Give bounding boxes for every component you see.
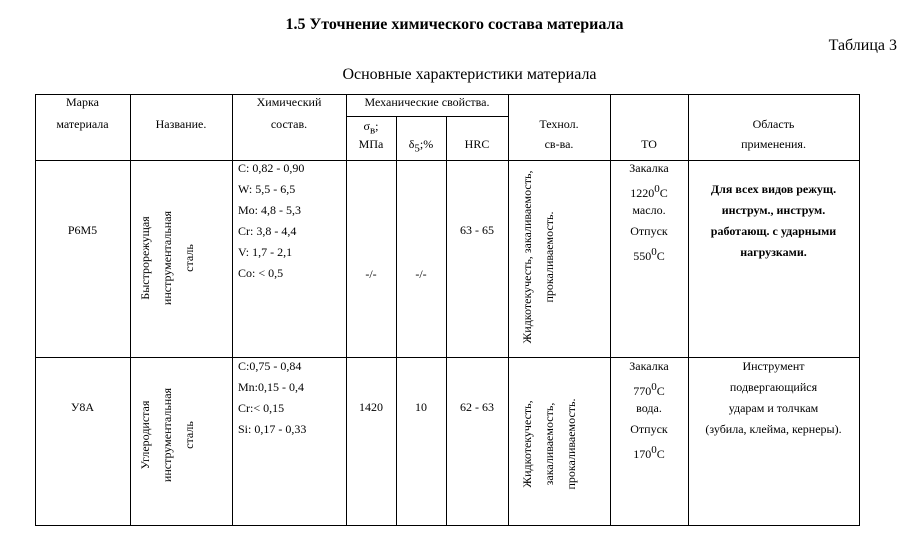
- header-hrc: HRC: [464, 137, 490, 151]
- row2-name: сталь: [182, 421, 196, 449]
- row1-to-unit: С: [659, 186, 668, 200]
- row1-chem-line: Co: < 0,5: [238, 266, 284, 280]
- row2-chem-line: Cr:< 0,15: [238, 401, 285, 415]
- sigma-subscript: в: [369, 124, 376, 137]
- row1-chem-line: V: 1,7 - 2,1: [238, 245, 293, 259]
- section-heading: 1.5 Уточнение химического состава материала: [285, 16, 624, 33]
- header-tech: св-ва.: [544, 137, 574, 151]
- row1-sigma: -/-: [365, 267, 377, 281]
- row2-to-line: вода.: [636, 401, 662, 415]
- row2-chem-line: Mn:0,15 - 0,4: [238, 380, 304, 394]
- row2-name: инструментальная: [160, 387, 174, 483]
- row1-to-line: Закалка: [629, 161, 669, 175]
- row1-chem-line: Mo: 4,8 - 5,3: [238, 203, 301, 217]
- row2-to-line: [610, 440, 688, 465]
- header-grade: Марка: [66, 95, 99, 109]
- col-divider: [508, 94, 509, 526]
- row1-to-degree: 0: [651, 246, 657, 258]
- row2-name: Углеродистая: [138, 400, 152, 470]
- row1-to-line: [610, 242, 688, 267]
- row2-to-degree: 0: [651, 444, 657, 456]
- col-divider: [446, 116, 447, 526]
- row2-delta: 10: [415, 400, 427, 414]
- header-chem: Химический: [256, 95, 322, 109]
- header-name: Название.: [155, 117, 207, 131]
- col-divider: [130, 94, 131, 526]
- row1-to-value: 1220: [630, 186, 655, 200]
- row1-chem-line: С: 0,82 - 0,90: [238, 161, 305, 175]
- row1-to-value: 550: [633, 249, 652, 263]
- row1-to-line: Отпуск: [630, 224, 668, 238]
- row2-to-value: 770: [633, 384, 652, 398]
- col-divider: [396, 116, 397, 526]
- row2-app-line: ударам и толчкам: [728, 401, 819, 415]
- row2-chem-line: Si: 0,17 - 0,33: [238, 422, 307, 436]
- row1-tech: прокаливаемость.: [542, 211, 556, 303]
- row2-chem-line: С:0,75 - 0,84: [238, 359, 302, 373]
- table-caption: Основные характеристики материала: [342, 66, 597, 83]
- col-divider: [688, 94, 689, 526]
- row1-hrc: 63 - 65: [460, 223, 494, 237]
- row2-grade: У8А: [70, 400, 95, 414]
- col-divider: [232, 94, 233, 526]
- row1-name: инструментальная: [160, 210, 174, 306]
- row2-sigma: 1420: [359, 400, 383, 414]
- row2-tech: Жидкотекучесть,: [520, 400, 534, 488]
- row1-to-line: масло.: [632, 203, 666, 217]
- row2-to-value: 170: [633, 447, 652, 461]
- header-application: Область: [752, 117, 795, 131]
- table-border-bottom: [35, 525, 860, 526]
- sigma-symbol: σ: [363, 119, 370, 133]
- row1-app-line: инструм., инструм.: [721, 203, 826, 217]
- row2-to-line: Закалка: [629, 359, 669, 373]
- table-border-right: [859, 94, 860, 526]
- row1-chem-line: Cr: 3,8 - 4,4: [238, 224, 297, 238]
- row2-app-line: подвергающийся: [729, 380, 818, 394]
- row1-name: сталь: [182, 244, 196, 272]
- delta-rest: ;%: [419, 137, 434, 151]
- header-mech: Механические свойства.: [364, 95, 490, 109]
- row2-tech: закаливаемость,: [542, 402, 556, 486]
- row1-to-unit: С: [656, 249, 665, 263]
- header-grade: материала: [56, 117, 109, 131]
- header-application: применения.: [741, 137, 806, 151]
- header-to: ТО: [641, 137, 657, 151]
- delta-subscript: 5: [414, 142, 420, 155]
- table-number-label: Таблица 3: [828, 37, 897, 54]
- row2-app-line: Инструмент: [742, 359, 805, 373]
- header-delta: [396, 134, 446, 159]
- row2-to-unit: С: [656, 447, 665, 461]
- row1-app-line: работающ. с ударными: [710, 224, 837, 238]
- row1-tech: Жидкотекучесть, закаливаемость,: [520, 170, 534, 344]
- header-divider: [35, 160, 860, 161]
- sigma-rest: ;: [375, 119, 379, 133]
- col-divider: [346, 94, 347, 526]
- row1-app-line: нагрузками.: [740, 245, 807, 259]
- row1-to-degree: 0: [654, 183, 660, 195]
- header-tech: Технол.: [539, 117, 579, 131]
- row2-to-line: Отпуск: [630, 422, 668, 436]
- row1-grade: Р6М5: [67, 223, 98, 237]
- header-sigma-unit: МПа: [358, 137, 384, 151]
- row2-hrc: 62 - 63: [460, 400, 494, 414]
- row2-app-line: (зубила, клейма, кернеры).: [705, 422, 842, 436]
- row1-chem-line: W: 5,5 - 6,5: [238, 182, 296, 196]
- delta-symbol: δ: [408, 137, 415, 151]
- row1-app-line: Для всех видов режущ.: [710, 182, 837, 196]
- table-border-left: [35, 94, 36, 526]
- header-chem: состав.: [270, 117, 308, 131]
- row1-name: Быстрорежущая: [138, 216, 152, 300]
- row2-to-unit: С: [656, 384, 665, 398]
- row1-delta: -/-: [415, 267, 427, 281]
- row2-tech: прокаливаемость.: [564, 398, 578, 490]
- row2-to-degree: 0: [651, 381, 657, 393]
